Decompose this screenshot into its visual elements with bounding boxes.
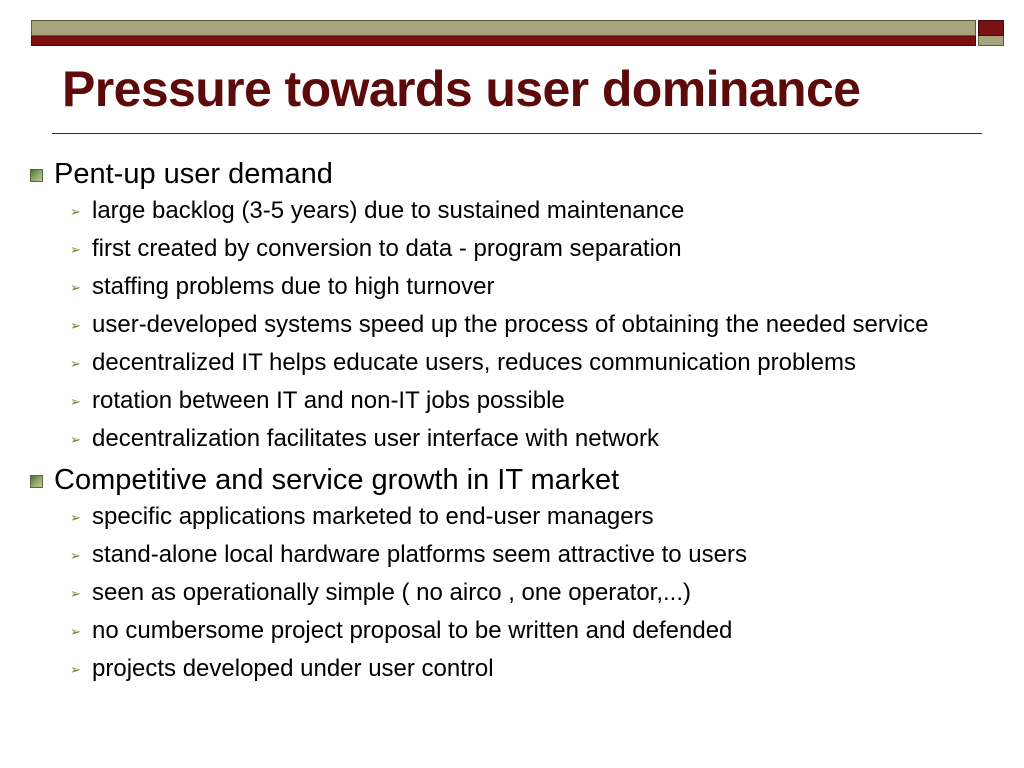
list-item xyxy=(30,616,994,646)
section-competitive-growth xyxy=(30,462,994,684)
title-divider xyxy=(52,133,982,134)
arrow-bullet-icon: ➢ xyxy=(70,432,81,447)
list-item xyxy=(30,310,994,340)
section-heading xyxy=(30,462,994,498)
list-item-text: user-developed systems speed up the process of obtaining the needed service xyxy=(92,311,929,338)
section-heading-text: Competitive and service growth in IT market xyxy=(54,464,620,496)
list-item xyxy=(30,424,994,454)
section-pent-up-demand xyxy=(30,156,994,454)
arrow-bullet-icon: ➢ xyxy=(70,662,81,677)
slide-content xyxy=(30,156,994,692)
list-item xyxy=(30,540,994,570)
arrow-bullet-icon: ➢ xyxy=(70,356,81,371)
list-item xyxy=(30,502,994,532)
list-item-text: rotation between IT and non-IT jobs possible xyxy=(92,387,565,414)
arrow-bullet-icon: ➢ xyxy=(70,394,81,409)
list-item-text: decentralization facilitates user interface with network xyxy=(92,425,659,452)
list-item-text: stand-alone local hardware platforms seem attractive to users xyxy=(92,541,747,568)
list-item-text: first created by conversion to data - program separation xyxy=(92,235,682,262)
list-item xyxy=(30,386,994,416)
banner-bar-maroon xyxy=(31,36,976,46)
list-item xyxy=(30,196,994,226)
list-item xyxy=(30,654,994,684)
square-bullet-icon xyxy=(30,475,43,488)
square-bullet-icon xyxy=(30,169,43,182)
list-item xyxy=(30,234,994,264)
arrow-bullet-icon: ➢ xyxy=(70,624,81,639)
list-item-text: specific applications marketed to end-user managers xyxy=(92,503,654,530)
banner-square-maroon xyxy=(978,20,1004,36)
banner-square-olive xyxy=(978,36,1004,46)
arrow-bullet-icon: ➢ xyxy=(70,318,81,333)
arrow-bullet-icon: ➢ xyxy=(70,280,81,295)
arrow-bullet-icon: ➢ xyxy=(70,510,81,525)
section-heading-text: Pent-up user demand xyxy=(54,158,333,190)
list-item-text: staffing problems due to high turnover xyxy=(92,273,495,300)
list-item-text: projects developed under user control xyxy=(92,655,494,682)
arrow-bullet-icon: ➢ xyxy=(70,586,81,601)
list-item-text: seen as operationally simple ( no airco , one operator,...) xyxy=(92,579,691,606)
list-item-text: no cumbersome project proposal to be written and defended xyxy=(92,617,733,644)
slide-title: Pressure towards user dominance xyxy=(62,61,861,117)
list-item-text: decentralized IT helps educate users, reduces communication problems xyxy=(92,349,856,376)
section-heading xyxy=(30,156,994,192)
banner-bar-olive xyxy=(31,20,976,36)
list-item xyxy=(30,578,994,608)
arrow-bullet-icon: ➢ xyxy=(70,242,81,257)
list-item-text: large backlog (3-5 years) due to sustained maintenance xyxy=(92,197,685,224)
arrow-bullet-icon: ➢ xyxy=(70,204,81,219)
arrow-bullet-icon: ➢ xyxy=(70,548,81,563)
list-item xyxy=(30,348,994,378)
list-item xyxy=(30,272,994,302)
